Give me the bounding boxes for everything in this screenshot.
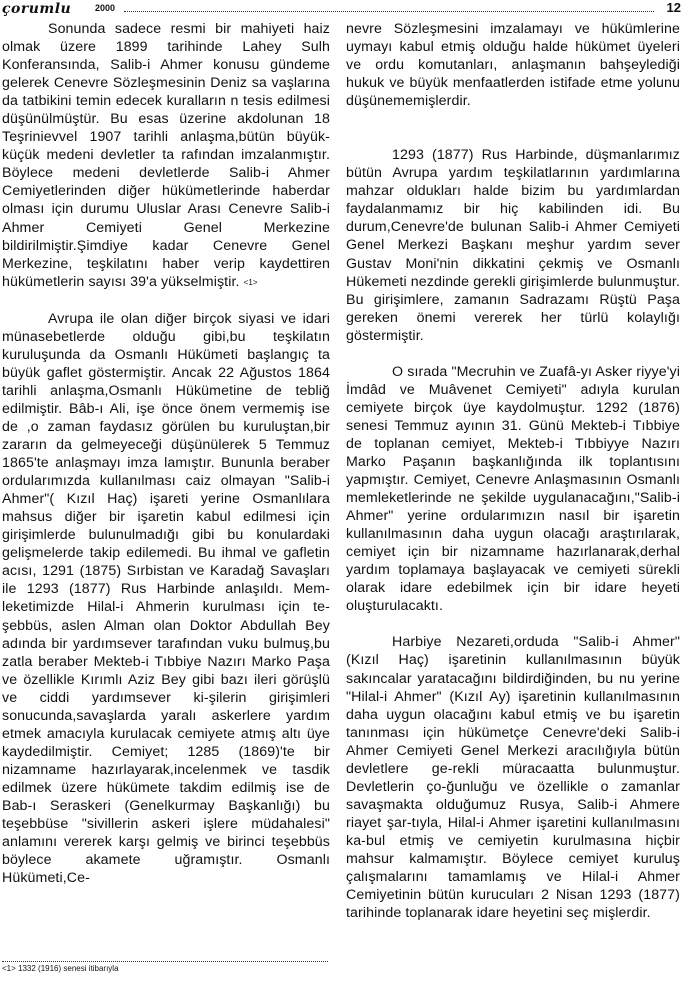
page-number: 12 <box>666 0 681 15</box>
right-column <box>346 20 680 922</box>
paragraph-text: Sonunda sadece resmi bir mahiyeti haiz olmak üzere 1899 tarihinde Lahey Sulh Konferansında, Salib-i Ahmer konusu gündeme gelerek Cenevre Sözleşmesinin Deniz sa vaşlarına da tatbikini temin edecek kuralların n tesis edilmesi düşünülmüştür. Bu esas üzerine akdolunan 18 Teşrinievvel 1907 tarihli anlaşma,bütün büyük-küçük medeni devletler ta rafından imzalanmıştır. Böylece medeni devletlerde Salib-i Ahmer Cemiyetlerinden diğer hükümetlerinde haberdar olması için durumu Uluslar Arası Cenevre Salib-i Ahmer Cemiyeti Genel Merkezine bildirilmiştir.Şimdiye kadar Cenevre Genel Merkezine, teşkilatını haber verip kaydettiren hükümetlerin sayısı 39'a yükselmiştir. <box>2 21 330 290</box>
paragraph: nevre Sözleşmesini imzalamayı ve hükümlerine uymayı kabul etmiş olduğu halde hükümet üyeleri ve ordu komutanları, anlaşmanın bahşeylediği hukuk ve büyük menfaatlerden istifade etme yolunu düşünememişlerdir. <box>346 21 680 110</box>
paragraph: 1293 (1877) Rus Harbinde, düşmanlarımız bütün Avrupa yardım teşkilatlarının yardımlarına mahzar oldukları halde bizim bu yardımlardan faydalanmamız bir hiç kabilinden idi. Bu durum,Cenevre'de bulunan Salib-i Ahmer Cemiyeti Genel Merkezi Başkanı meşhur yardım sever Gustav Moni'nin dikkatini çekmiş ve Osmanlı Hükemeti nezdinde gerekli girişimlerde bulunmuştur. Bu girişimlere, zamanın Sadrazamı Rüştü Paşa gereken önemi vererek her türlü kolaylığı göstermiştir. <box>346 147 680 344</box>
footnote: <1> 1332 (1916) senesi itibarıyla <box>2 964 119 973</box>
page-header <box>0 0 684 20</box>
left-column <box>2 20 330 887</box>
footnote-rule <box>2 961 328 962</box>
paragraph: O sırada "Mecruhin ve Zuafâ-yı Asker riyye'yi İmdâd ve Muâvenet Cemiyeti" adıyla kurulan cemiyete birçok üye kaydolmuştur. 1292 (1876) senesi Temmuz ayının 31. Günü Mekteb-i Tıbbiye de toplanan cemiyet, Mekteb-i Tıbbiyye Nazırı Marko Paşanın başkanlığında ilk toplantısını yapmıştır. Cemiyet, Cenevre Anlaşmasının Osmanlı memleketlerinde ne şekilde uygulanacağını,"Salib-i Ahmer" yerine ordularımızın nasıl bir işaretin kullanılmasının daha uygun olacağı araştırılarak, cemiyet için bir nizamname hazırlanarak,derhal yardım toplamaya başlayacak ve cemiyeti sürekli olarak idare edebilmek için bir idare heyeti oluşturulacaktı. <box>346 363 680 615</box>
header-rule <box>124 11 654 12</box>
paragraph: Avrupa ile olan diğer birçok siyasi ve idari münasebetlerde olduğu gibi,bu teşkilatın kuruluşunda da Osmanlı Hükümeti başlangıç ta büyük gaflet göstermiştir. Ancak 22 Ağustos 1864 tarihli anlaşma,Osmanlı Hükümetine de tebliğ edilmiştir. Bâb-ı Ali, işe önce önem vermemiş ise de ,o zaman faydasız görülen bu kuruluştan,bir zararın da gelmeyeceği düşünülerek 5 Temmuz 1865'te anlaşmayı imza lamıştır. Bununla beraber ordularımızda kullanılması caiz olmayan "Salib-i Ahmer"( Kızıl Haç) işareti yerine Osmanlılara mahsus diğer bir işaretin kabul edilmesi için girişimlerde bulunulmadığı gibi bu konulardaki gelişmelerde takip edilemedi. Bu ihmal ve gafletin acısı, 1291 (1875) Sırbistan ve Karadağ Savaşları ile 1293 (1877) Rus Harbinde anlaşıldı. Mem-leketimizde Hilal-i Ahmerin kurulması için te-şebbüs, aslen Alman olan Doktor Abdullah Bey adında bir yardımsever tarafından vuku bulmuş,bu zatla beraber Mekteb-i Tıbbiye Nazırı Marko Paşa ve özellikle Kırımlı Aziz Bey gibi bazı ileri görüşlü ve ciddi yardımsever ki-şilerin girişimleri sonucunda,savaşlarda yaralı askerlere yardım etmek amacıyla kurulacak cemiyete atmış altı üye kaydedilmiştir. Cemiyet; 1285 (1869)'te bir nizamname hazırlayarak,incelenmek ve tasdik edilmek üzere hükümete takdim edilmiş ise de Bab-ı Seraskeri (Genelkurmay Başkanlığı) bu teşebbüse "sivillerin askeri işlere müdahalesi" anlamını vererek karşı gelmiş ve birinci teşebbüs böylece akamete uğramıştır. Osmanlı Hükümeti,Ce- <box>2 310 330 887</box>
paragraph: Harbiye Nezareti,orduda "Salib-i Ahmer" (Kızıl Haç) işaretinin kullanılmasının büyük sakıncalar yaratacağını bildirdiğinden, bu nu yerine "Hilal-i Ahmer" (Kızıl Ay) işaretinin kullanılmasının daha uygun olacağını kabul etmiş ve bu işaretin tanınması için hükümetçe Cenevre'deki Salib-i Ahmer Cemiyeti Genel Merkezi aracılığıyla bütün devletlere ge-rekli müracaatta bulunmuştur. Devletlerin ço-ğunluğu ve özellikle o zamanlar savaşmakta olduğumuz Rusya, Salib-i Ahmere riayet şar-tıyla, Hilal-i Ahmer işaretini kullanılmasını ka-bul etmiş ve cemiyetin kurulmasına hiçbir mahsur kalmamıştır. Böylece cemiyet kuruluş çalışmalarını tamamlamış ve Hilal-i Ahmer Cemiyetinin bütün kurucuları 2 Nisan 1293 (1877) tarihinde toplanarak idare heyetini seç mişlerdir. <box>346 634 680 922</box>
footnote-reference: <1> <box>243 277 258 287</box>
magazine-logo: çorumlu <box>2 1 72 17</box>
issue-year: 2000 <box>95 3 116 13</box>
paragraph <box>2 20 330 292</box>
